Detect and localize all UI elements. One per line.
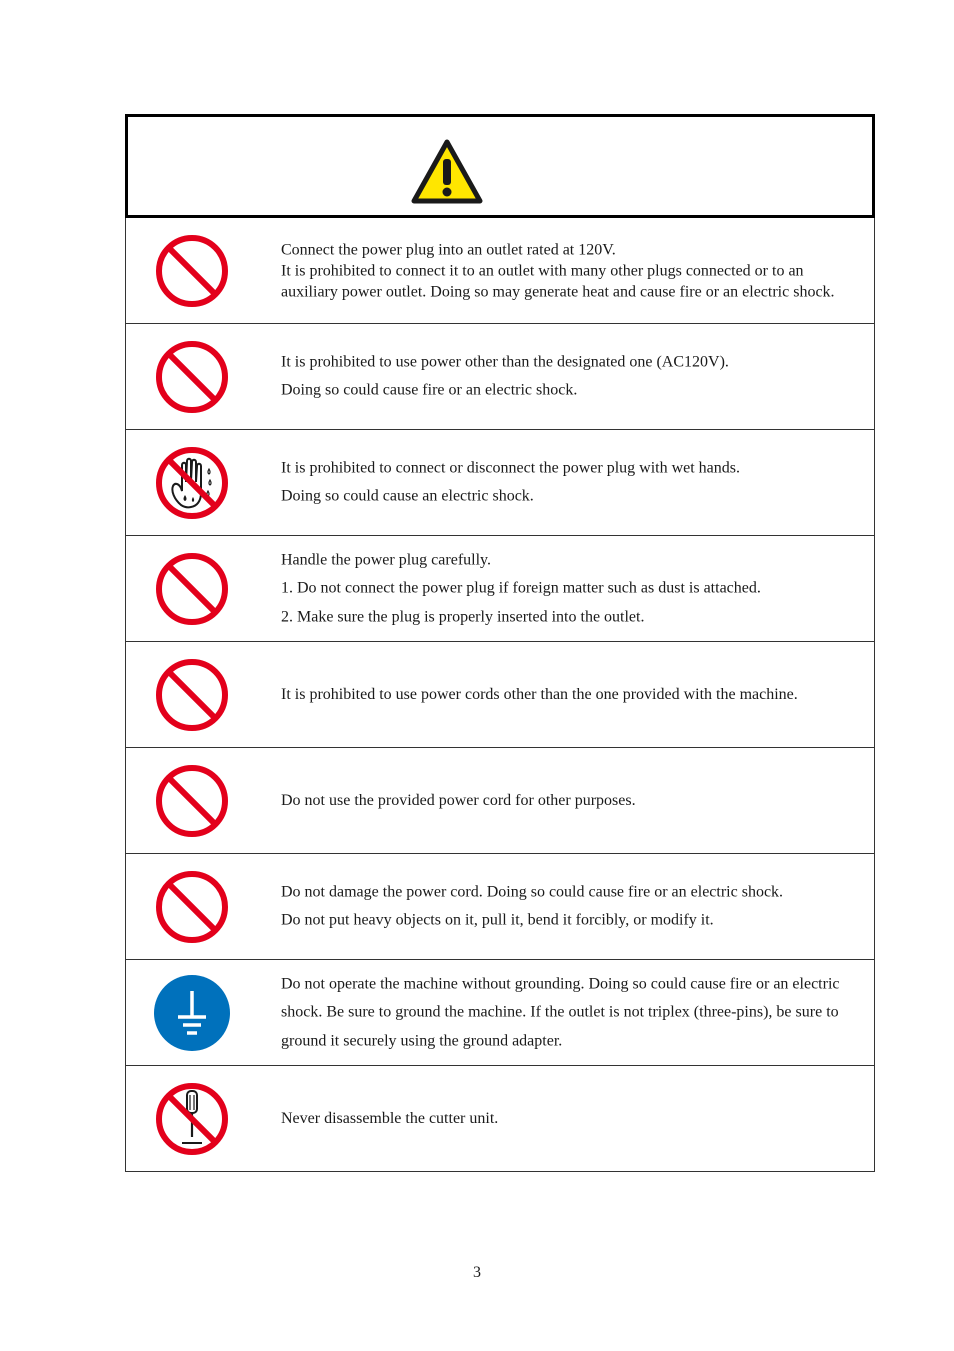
safety-row xyxy=(125,960,875,1066)
warning-header xyxy=(125,114,875,218)
safety-table xyxy=(125,114,875,1172)
row-line: Do not operate the machine without grounding. Doing so could cause fire or an electric shock. Be sure to ground the machine. If the outlet is not triplex (three-pins), be sure to ground it securely using the ground adapter. xyxy=(281,974,840,1049)
row-line: 1. Do not connect the power plug if foreign matter such as dust is attached. xyxy=(281,579,761,597)
row-text xyxy=(281,348,848,405)
row-text xyxy=(281,878,848,935)
prohibition-icon xyxy=(154,339,230,415)
ground-icon xyxy=(154,975,230,1051)
row-text xyxy=(281,786,848,815)
row-line: Doing so could cause fire or an electric shock. xyxy=(281,381,578,399)
row-line: Do not put heavy objects on it, pull it, bend it forcibly, or modify it. xyxy=(281,911,714,929)
row-text xyxy=(281,1104,848,1133)
prohibition-icon xyxy=(154,551,230,627)
no-wet-hands-icon xyxy=(154,445,230,521)
row-line: Handle the power plug carefully. xyxy=(281,550,491,568)
safety-row xyxy=(125,1066,875,1172)
safety-row xyxy=(125,218,875,324)
row-line: Do not use the provided power cord for other purposes. xyxy=(281,791,636,809)
row-line: Connect the power plug into an outlet rated at 120V. xyxy=(281,241,616,258)
prohibition-icon xyxy=(154,869,230,945)
row-line: Never disassemble the cutter unit. xyxy=(281,1109,499,1127)
row-text xyxy=(281,239,848,302)
safety-row xyxy=(125,748,875,854)
row-line: It is prohibited to connect it to an outlet with many other plugs connected or to an auxiliary power outlet. Doing so may generate heat and cause fire or an electric shock. xyxy=(281,262,835,300)
row-line: It is prohibited to use power cords other than the one provided with the machine. xyxy=(281,685,798,703)
no-disassembly-icon xyxy=(154,1081,230,1157)
safety-row xyxy=(125,854,875,960)
warning-triangle-icon xyxy=(411,139,483,205)
row-text xyxy=(281,680,848,709)
row-text xyxy=(281,546,848,632)
page-number: 3 xyxy=(473,1264,481,1281)
row-line: 2. Make sure the plug is properly inserted into the outlet. xyxy=(281,607,645,625)
row-text xyxy=(281,454,848,511)
row-line: Do not damage the power cord. Doing so could cause fire or an electric shock. xyxy=(281,883,784,900)
row-line: Doing so could cause an electric shock. xyxy=(281,487,534,505)
safety-row xyxy=(125,430,875,536)
prohibition-icon xyxy=(154,657,230,733)
safety-row xyxy=(125,536,875,642)
prohibition-icon xyxy=(154,763,230,839)
row-text xyxy=(281,970,848,1056)
row-line: It is prohibited to use power other than the designated one (AC120V). xyxy=(281,353,729,370)
prohibition-icon xyxy=(154,233,230,309)
safety-row xyxy=(125,324,875,430)
safety-row xyxy=(125,642,875,748)
row-line: It is prohibited to connect or disconnect the power plug with wet hands. xyxy=(281,459,741,476)
